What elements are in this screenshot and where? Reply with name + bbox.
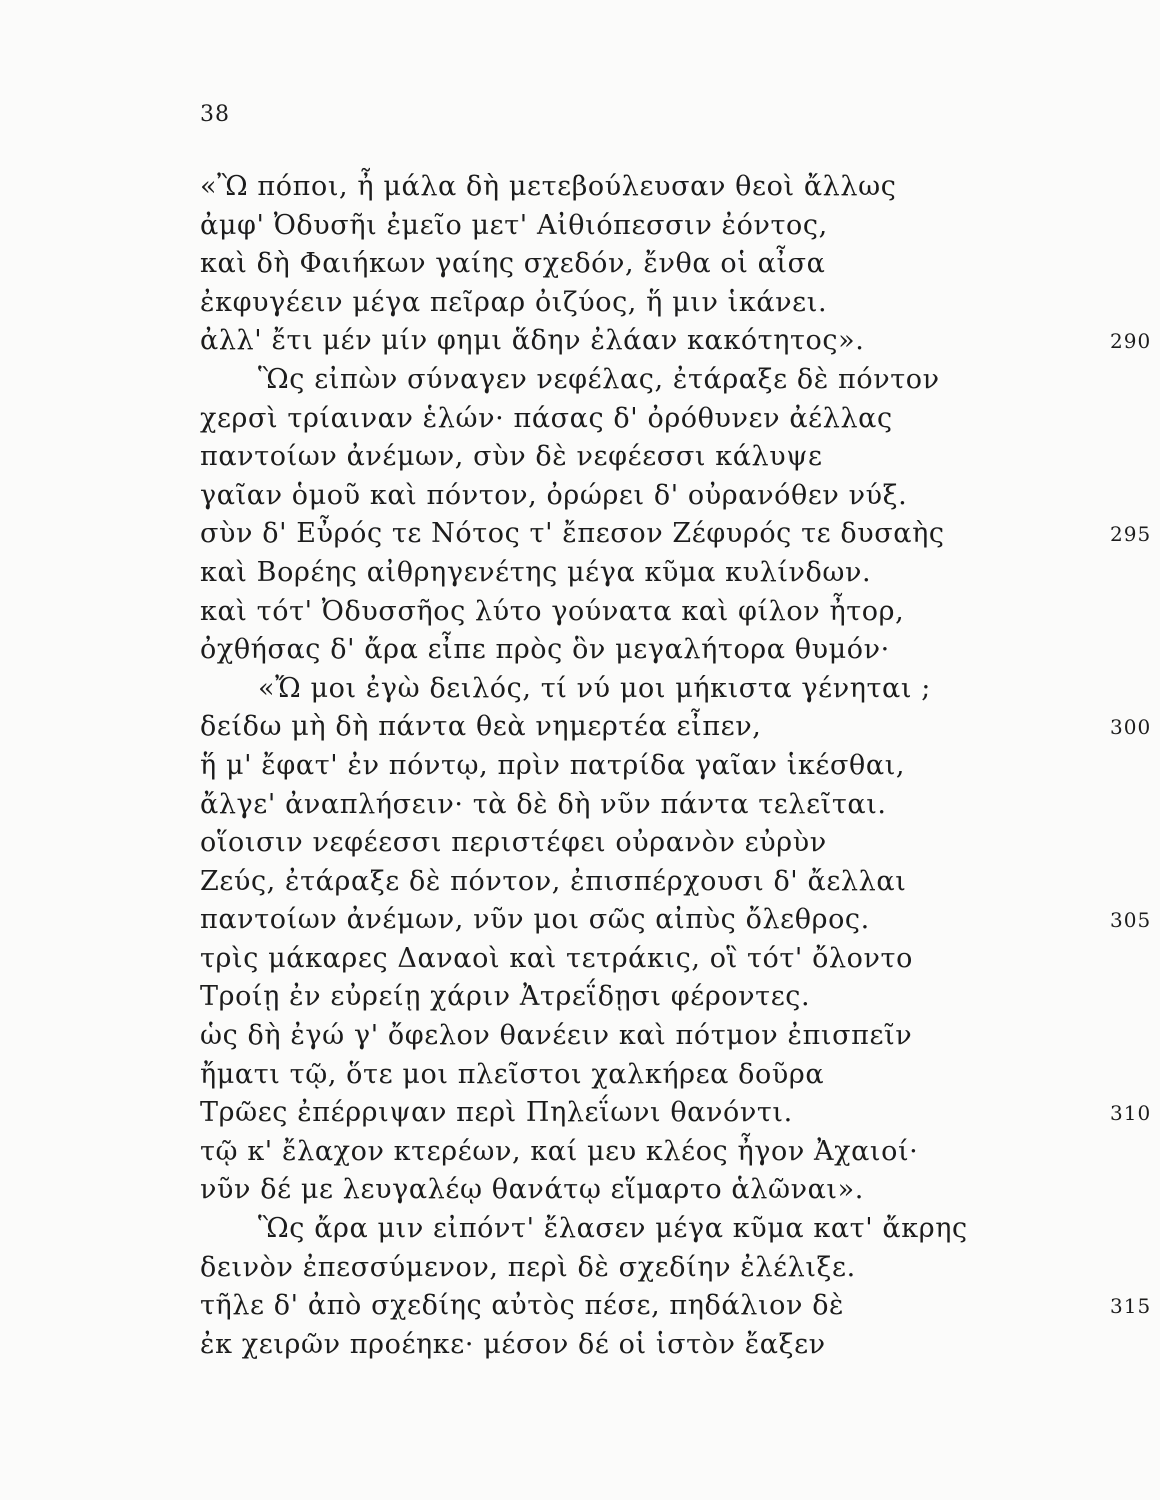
verse-line <box>200 1056 1160 1095</box>
verse-text: «Ὤ μοι ἐγὼ δειλός, τί νύ μοι μήκιστα γένηται ; <box>258 672 931 704</box>
verse-text: «Ὢ πόποι, ἦ μάλα δὴ μετεβούλευσαν θεοὶ ἄλλως <box>200 171 897 202</box>
verse-line <box>200 361 1160 400</box>
verse-line <box>200 670 1160 709</box>
verse-line <box>200 593 1160 632</box>
line-number: 310 <box>1110 1101 1152 1126</box>
verse-text: Ζεύς, ἐτάραξε δὲ πόντον, ἐπισπέρχουσι δ' ἄελλαι <box>200 865 907 897</box>
page-number: 38 <box>200 102 230 127</box>
verse-text: Τρῶες ἐπέρριψαν περὶ Πηλεΐωνι θανόντι. <box>200 1097 793 1129</box>
verse-line <box>200 1017 1160 1056</box>
verse-line <box>200 1133 1160 1172</box>
verse-line <box>200 400 1160 439</box>
verse-line <box>200 1094 1160 1133</box>
verse-text: καὶ Βορέης αἰθρηγενέτης μέγα κῦμα κυλίνδων. <box>200 556 872 588</box>
verse-text: σὺν δ' Εὖρός τε Νότος τ' ἔπεσον Ζέφυρός τε δυσαὴς <box>200 518 945 550</box>
verse-text: Ὣς εἰπὼν σύναγεν νεφέλας, ἐτάραξε δὲ πόντον <box>258 363 940 395</box>
verse-text: ἥ μ' ἔφατ' ἐν πόντῳ, πρὶν πατρίδα γαῖαν ἱκέσθαι, <box>200 749 906 781</box>
verse-block <box>200 168 1160 1364</box>
verse-text: ἐκ χειρῶν προέηκε· μέσον δέ οἱ ἱστὸν ἔαξεν <box>200 1328 826 1360</box>
verse-text: χερσὶ τρίαιναν ἑλών· πάσας δ' ὀρόθυνεν ἀέλλας <box>200 402 893 434</box>
verse-text: δεινὸν ἐπεσσύμενον, περὶ δὲ σχεδίην ἐλέλιξε. <box>200 1251 856 1283</box>
verse-text: γαῖαν ὁμοῦ καὶ πόντον, ὀρώρει δ' οὐρανόθεν νύξ. <box>200 479 908 511</box>
verse-line <box>200 1210 1160 1249</box>
verse-text: τῷ κ' ἔλαχον κτερέων, καί μευ κλέος ἦγον Ἀχαιοί· <box>200 1135 919 1167</box>
verse-text: Τροίῃ ἐν εὐρείῃ χάριν Ἀτρεΐδῃσι φέροντες. <box>200 981 811 1013</box>
line-number: 290 <box>1110 329 1152 354</box>
verse-text: καὶ δὴ Φαιήκων γαίης σχεδόν, ἔνθα οἱ αἶσα <box>200 248 826 280</box>
verse-line <box>200 1287 1160 1326</box>
verse-line <box>200 515 1160 554</box>
verse-line <box>200 1326 1160 1365</box>
verse-text: τῆλε δ' ἀπὸ σχεδίης αὐτὸς πέσε, πηδάλιον δὲ <box>200 1290 845 1322</box>
line-number: 300 <box>1110 715 1152 740</box>
verse-line <box>200 901 1160 940</box>
verse-line <box>200 708 1160 747</box>
verse-line <box>200 786 1160 825</box>
verse-line <box>200 978 1160 1017</box>
verse-text: καὶ τότ' Ὀδυσσῆος λύτο γούνατα καὶ φίλον ἦτορ, <box>200 595 905 627</box>
verse-line <box>200 207 1160 246</box>
verse-line <box>200 1171 1160 1210</box>
verse-line <box>200 631 1160 670</box>
verse-text: ἤματι τῷ, ὅτε μοι πλεῖστοι χαλκήρεα δοῦρα <box>200 1058 825 1090</box>
verse-line <box>200 554 1160 593</box>
verse-text: δείδω μὴ δὴ πάντα θεὰ νημερτέα εἶπεν, <box>200 711 762 743</box>
verse-text: τρὶς μάκαρες Δαναοὶ καὶ τετράκις, οἳ τότ' ὄλοντο <box>200 942 913 974</box>
verse-text: ἀλλ' ἔτι μέν μίν φημι ἅδην ἐλάαν κακότητος». <box>200 325 865 357</box>
verse-line <box>200 477 1160 516</box>
verse-line <box>200 245 1160 284</box>
line-number: 295 <box>1110 522 1152 547</box>
verse-text: παντοίων ἀνέμων, νῦν μοι σῶς αἰπὺς ὄλεθρος. <box>200 904 870 936</box>
verse-text: ἀμφ' Ὀδυσῆι ἐμεῖο μετ' Αἰθιόπεσσιν ἐόντος, <box>200 209 828 241</box>
verse-text: νῦν δέ με λευγαλέῳ θανάτῳ εἵμαρτο ἁλῶναι». <box>200 1174 864 1206</box>
verse-line <box>200 438 1160 477</box>
verse-text: Ὣς ἄρα μιν εἰπόντ' ἔλασεν μέγα κῦμα κατ' ἄκρης <box>258 1213 968 1245</box>
verse-line <box>200 747 1160 786</box>
verse-line <box>200 824 1160 863</box>
verse-line <box>200 863 1160 902</box>
verse-line <box>200 322 1160 361</box>
line-number: 305 <box>1110 908 1152 933</box>
verse-line <box>200 284 1160 323</box>
verse-text: ὡς δὴ ἐγώ γ' ὄφελον θανέειν καὶ πότμον ἐπισπεῖν <box>200 1020 913 1052</box>
verse-text: ὀχθήσας δ' ἄρα εἶπε πρὸς ὃν μεγαλήτορα θυμόν· <box>200 634 890 666</box>
verse-text: ἐκφυγέειν μέγα πεῖραρ ὀιζύος, ἥ μιν ἱκάνει. <box>200 286 828 318</box>
verse-text: παντοίων ἀνέμων, σὺν δὲ νεφέεσσι κάλυψε <box>200 441 823 473</box>
verse-line <box>200 940 1160 979</box>
verse-line <box>200 168 1160 207</box>
verse-text: ἄλγε' ἀναπλήσειν· τὰ δὲ δὴ νῦν πάντα τελεῖται. <box>200 788 887 820</box>
verse-line <box>200 1249 1160 1288</box>
line-number: 315 <box>1110 1294 1152 1319</box>
verse-text: οἵοισιν νεφέεσσι περιστέφει οὐρανὸν εὐρὺν <box>200 827 827 859</box>
